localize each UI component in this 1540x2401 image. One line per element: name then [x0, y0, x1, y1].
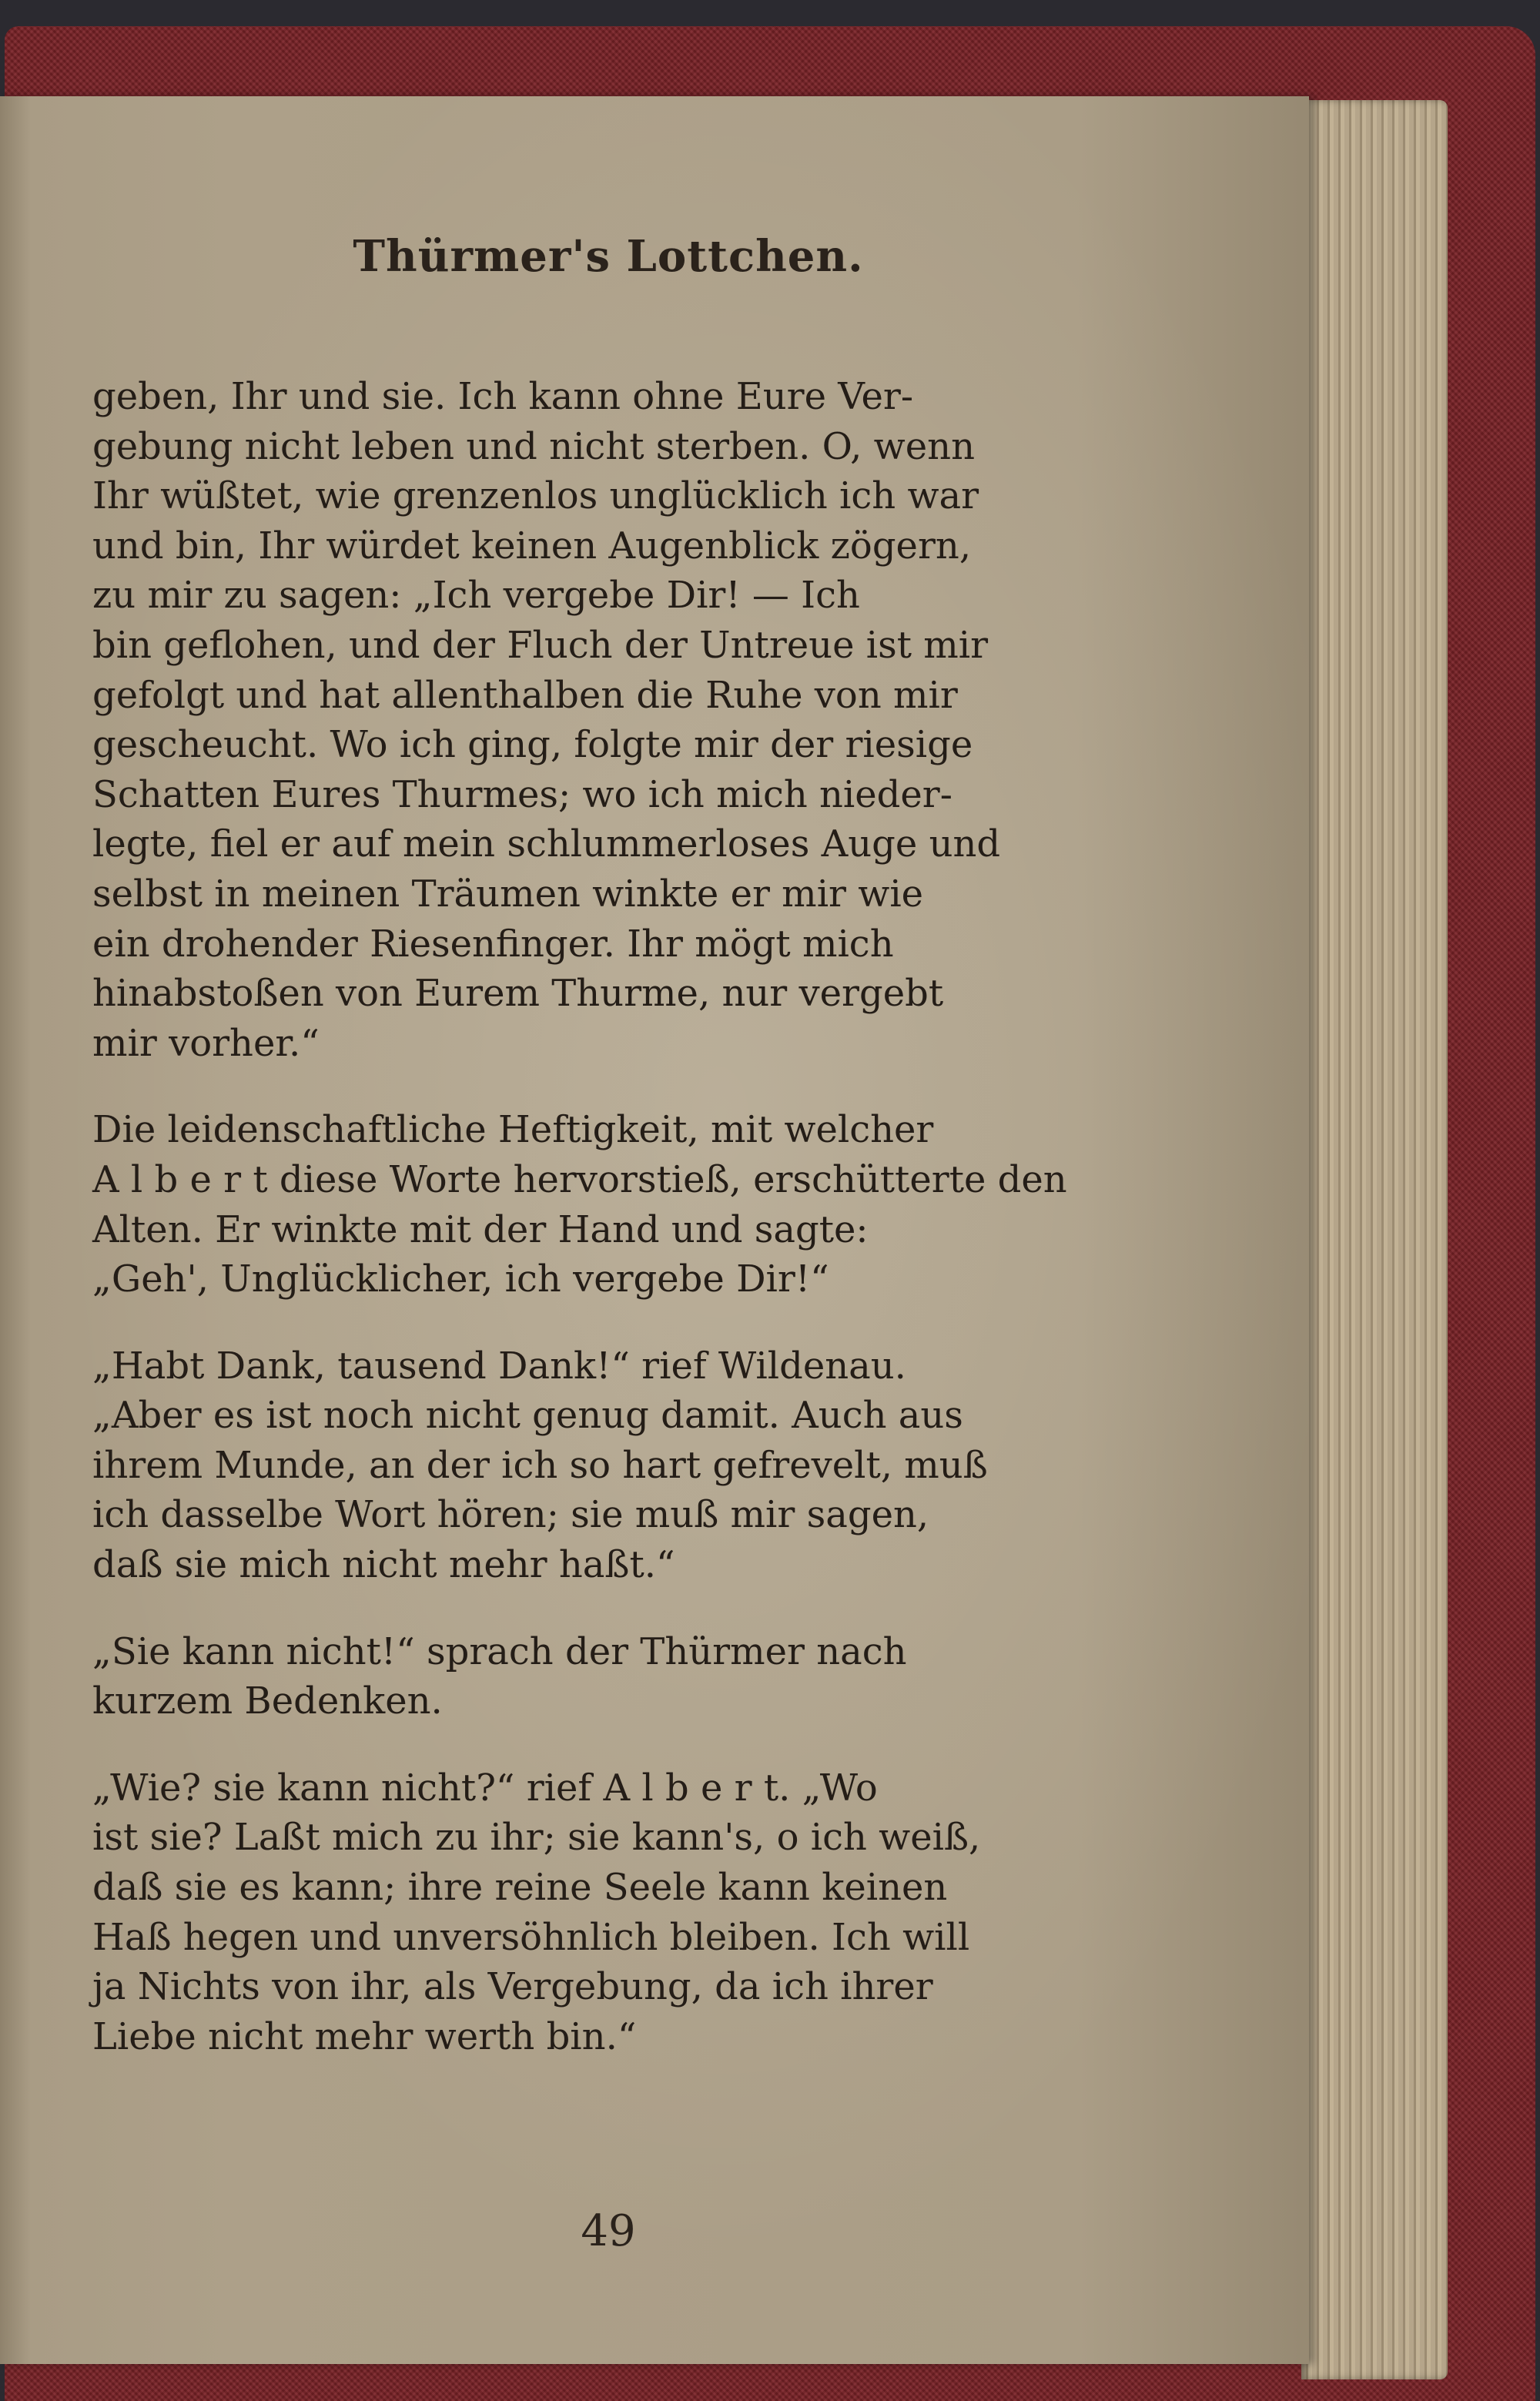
paragraph: „Sie kann nicht!“ sprach der Thürmer nach kurzem Bedenken. [92, 1629, 907, 1723]
page-number: 49 [581, 2206, 636, 2256]
page-edges [1301, 100, 1448, 2379]
paragraph: „Habt Dank, tausend Dank!“ rief Wildenau. „Aber es ist noch nicht genug damit. Auch aus ihrem Munde, an der ich so hart gefrevelt, muß ich dasselbe Wort hören; sie muß mir sagen, daß sie mich nicht mehr haßt.“ [92, 1344, 988, 1587]
page-body [92, 335, 1140, 2098]
paragraph: Die leidenschaftliche Heftigkeit, mit welcher A l b e r t diese Worte hervorstieß, erschütterte den Alten. Er winkte mit der Hand und sagte: „Geh', Unglücklicher, ich vergebe Dir!“ [92, 1108, 1067, 1301]
paragraph: geben, Ihr und sie. Ich kann ohne Eure Ver- gebung nicht leben und nicht sterben. O, wenn Ihr wüßtet, wie grenzenlos unglücklich ich war und bin, Ihr würdet keinen Augenblick zögern, zu mir zu sagen: „Ich vergebe Dir! — Ich bin geflohen, und der Fluch der Untreue ist mir gefolgt und hat allenthalben die Ruhe von mir gescheucht. Wo ich ging, folgte mir der riesige Schatten Eures Thurmes; wo ich mich nieder- legte, fiel er auf mein schlummerloses Auge und selbst in meinen Träumen winkte er mir wie ein drohender Riesenfinger. Ihr mögt mich hinabstoßen von Eurem Thurme, nur vergebt mir vorher.“ [92, 375, 1001, 1065]
book-page [0, 96, 1309, 2364]
running-header: Thürmer's Lottchen. [353, 231, 864, 282]
paragraph: „Wie? sie kann nicht?“ rief A l b e r t. „Wo ist sie? Laßt mich zu ihr; sie kann's, o ich weiß, daß sie es kann; ihre reine Seele kann keinen Haß hegen und unversöhnlich bleiben. Ich will ja Nichts von ihr, als Vergebung, da ich ihrer Liebe nicht mehr werth bin.“ [92, 1766, 981, 2058]
